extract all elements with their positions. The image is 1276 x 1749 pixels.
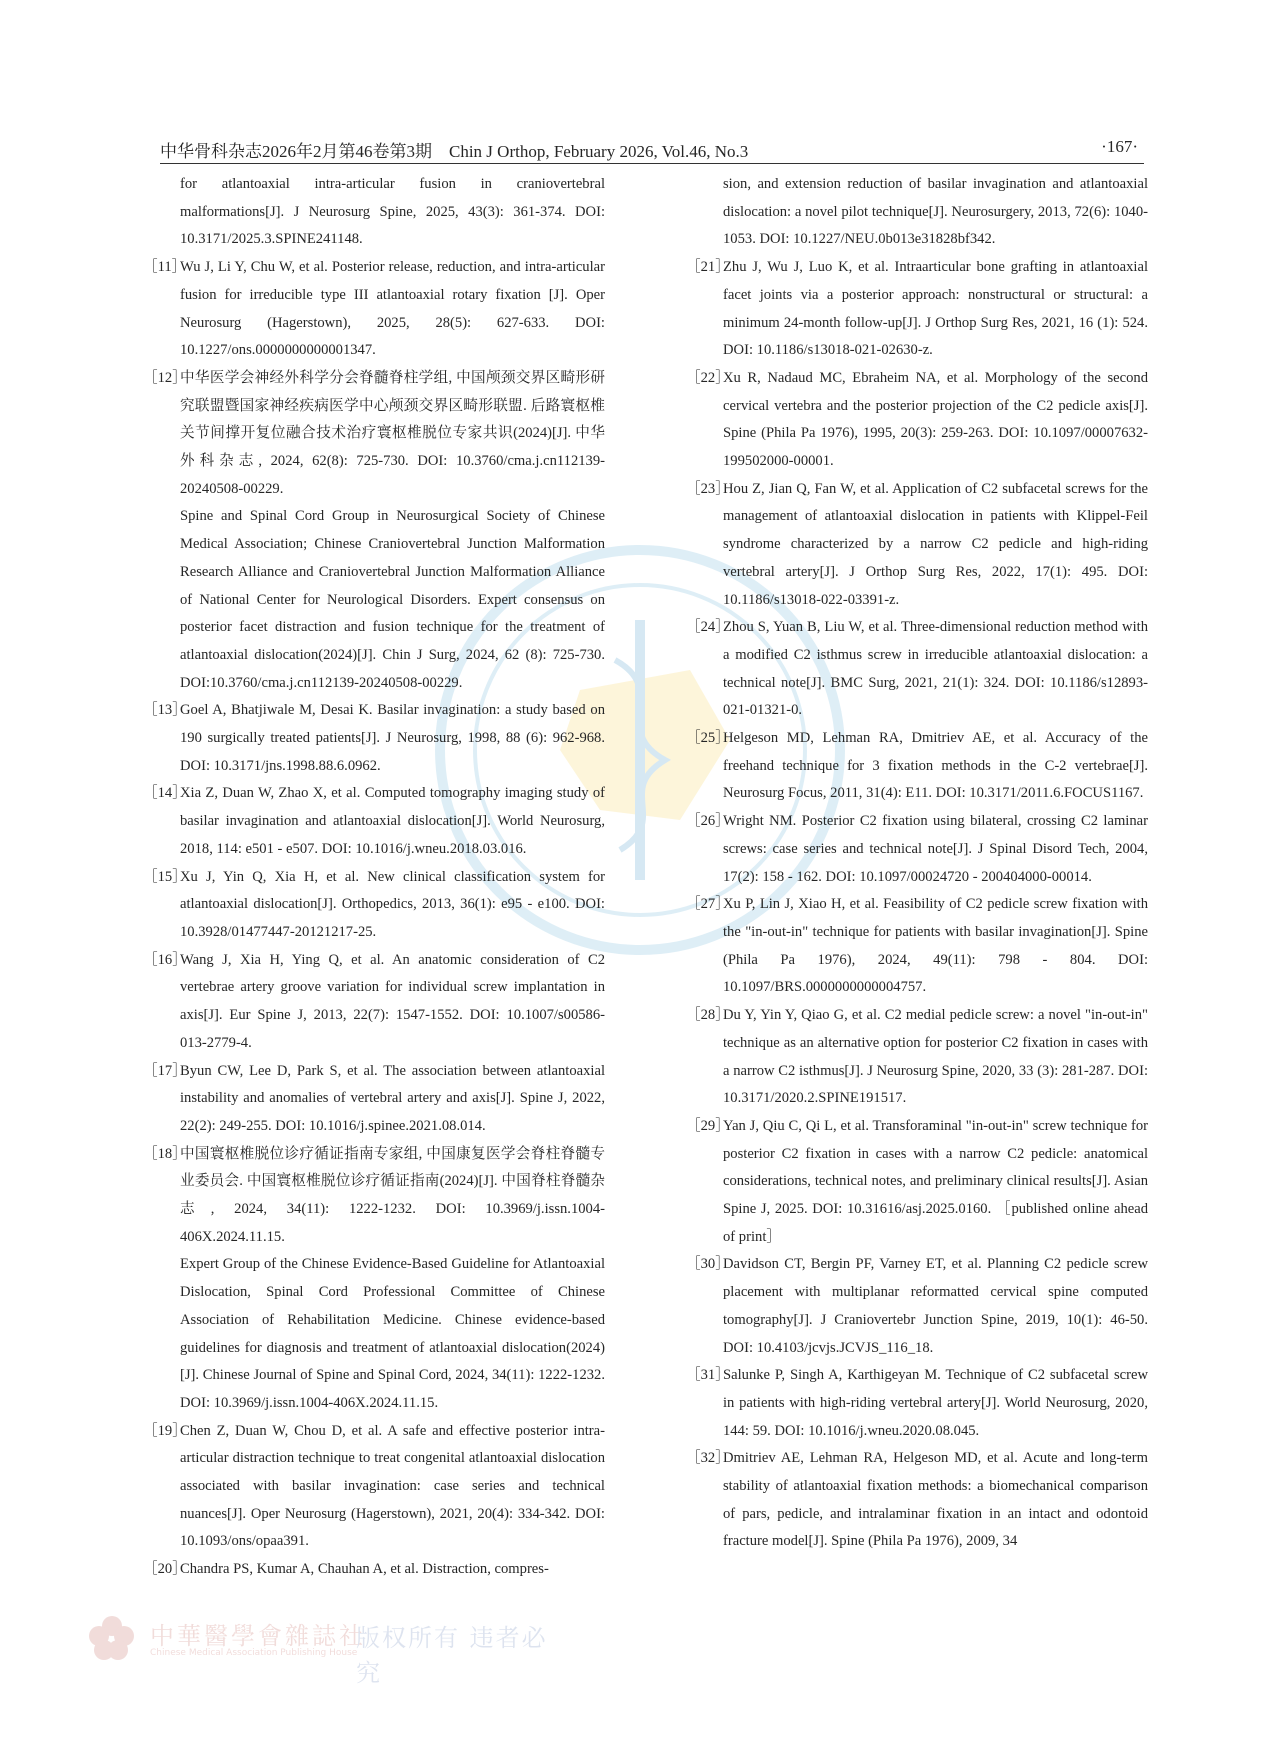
- reference-entry: ［19］ Chen Z, Duan W, Chou D, et al. A safe and effective posterior intra-articular distraction technique to treat congenital atlantoaxial dislocation associated with basilar invagination: case series and technical nuances[J]. Oper Neurosurg (Hagerstown), 2021, 20(4): 334-342. DOI: 10.1093/ons/opaa391.: [143, 1422, 605, 1550]
- publisher-logo: [86, 1612, 566, 1687]
- publisher-name: 中華醫學會雜誌社: [150, 1622, 366, 1650]
- reference-continuation: for atlantoaxial intra-articular fusion in craniovertebral malformations[J]. J Neurosurg Spine, 2025, 43(3): 361-374. DOI: 10.3171/2025.3.SPINE241148.: [180, 176, 605, 248]
- reference-translation: Expert Group of the Chinese Evidence-Based Guideline for Atlantoaxial Dislocation, Spinal Cord Professional Committee of Chinese Association of Rehabilitation Medicine. Chinese evidence-based guidelines for diagnosis and treatment of atlantoaxial dislocation(2024)[J]. Chinese Journal of Spine and Spinal Cord, 2024, 34(11): 1222-1232. DOI: 10.3969/j.issn.1004-406X.2024.11.15.: [180, 1256, 605, 1411]
- publisher-name-en: Chinese Medical Association Publishing House: [150, 1648, 358, 1658]
- flower-emblem-icon: [86, 1612, 138, 1664]
- reference-entry: ［16］ Wang J, Xia H, Ying Q, et al. An anatomic consideration of C2 vertebrae artery groove variation for individual screw implantation in axis[J]. Eur Spine J, 2013, 22(7): 1547-1552. DOI: 10.1007/s00586-013-2779-4.: [143, 951, 605, 1051]
- reference-continuation: sion, and extension reduction of basilar invagination and atlantoaxial dislocation: a novel pilot technique[J]. Neurosurgery, 2013, 72(6): 1040-1053. DOI: 10.1227/NEU.0b013e31828bf342.: [723, 176, 1148, 248]
- reference-entry: ［21］ Zhu J, Wu J, Luo K, et al. Intraarticular bone grafting in atlantoaxial facet joints via a posterior approach: nonstructural or structural: a minimum 24-month follow-up[J]. J Orthop Surg Res, 2021, 16 (1): 524. DOI: 10.1186/s13018-021-02630-z.: [686, 259, 1148, 359]
- reference-entry: ［23］ Hou Z, Jian Q, Fan W, et al. Application of C2 subfacetal screws for the management of atlantoaxial dislocation in patients with Klippel-Feil syndrome characterized by a narrow C2 pedicle and high-riding vertebral artery[J]. J Orthop Surg Res, 2022, 17(1): 495. DOI: 10.1186/s13018-022-03391-z.: [686, 480, 1148, 608]
- reference-entry: ［17］ Byun CW, Lee D, Park S, et al. The association between atlantoaxial instability and anomalies of vertebral artery and axis[J]. Spine J, 2022, 22(2): 249-255. DOI: 10.1016/j.spinee.2021.08.014.: [143, 1062, 605, 1134]
- left-column: [143, 171, 605, 1584]
- reference-entry: ［31］ Salunke P, Singh A, Karthigeyan M. Technique of C2 subfacetal screw in patients with high-riding vertebral artery[J]. World Neurosurg, 2020, 144: 59. DOI: 10.1016/j.wneu.2020.08.045.: [686, 1367, 1148, 1439]
- reference-entry: ［14］ Xia Z, Duan W, Zhao X, et al. Computed tomography imaging study of basilar invagination and atlantoaxial dislocation[J]. World Neurosurg, 2018, 114: e501 - e507. DOI: 10.1016/j.wneu.2018.03.016.: [143, 785, 605, 857]
- reference-entry: ［15］ Xu J, Yin Q, Xia H, et al. New clinical classification system for atlantoaxial dislocation[J]. Orthopedics, 2013, 36(1): e95 - e100. DOI: 10.3928/01477447-20121217-25.: [143, 868, 605, 940]
- reference-entry: ［11］ Wu J, Li Y, Chu W, et al. Posterior release, reduction, and intra-articular fusion for irreducible type III atlantoaxial rotary fixation [J]. Oper Neurosurg (Hagerstown), 2025, 28(5): 627-633. DOI: 10.1227/ons.0000000000001347.: [143, 259, 605, 359]
- reference-entry: ［26］ Wright NM. Posterior C2 fixation using bilateral, crossing C2 laminar screws: case series and technical note[J]. J Spinal Disord Tech, 2004, 17(2): 158 - 162. DOI: 10.1097/00024720 - 200404000-00014.: [686, 813, 1148, 885]
- reference-entry: ［22］ Xu R, Nadaud MC, Ebraheim NA, et al. Morphology of the second cervical vertebra and the posterior projection of the C2 pedicle axis[J]. Spine (Phila Pa 1976), 1995, 20(3): 259-263. DOI: 10.1097/00007632-199502000-00001.: [686, 369, 1148, 470]
- running-header: [160, 137, 1144, 164]
- reference-entry: ［20］ Chandra PS, Kumar A, Chauhan A, et al. Distraction, compres-: [143, 1561, 549, 1578]
- copyright-notice: 版权所有 违者必究: [356, 1624, 548, 1687]
- reference-entry: ［27］ Xu P, Lin J, Xiao H, et al. Feasibility of C2 pedicle screw fixation with the "in-out-in" technique for patients with basilar invagination[J]. Spine (Phila Pa 1976), 2024, 49(11): 798 - 804. DOI: 10.1097/BRS.0000000000004757.: [686, 896, 1148, 996]
- reference-entry: ［18］ 中国寰枢椎脱位诊疗循证指南专家组, 中国康复医学会脊柱脊髓专业委员会. 中国寰枢椎脱位诊疗循证指南(2024)[J]. 中国脊柱脊髓杂志, 2024, 34(11): 1222-1232. DOI: 10.3969/j.issn.1004-406X.2024.11.15.: [143, 1145, 605, 1245]
- reference-entry: ［28］ Du Y, Yin Y, Qiao G, et al. C2 medial pedicle screw: a novel "in-out-in" technique as an alternative option for posterior C2 fixation in cases with a narrow C2 isthmus[J]. J Neurosurg Spine, 2020, 33 (3): 281-287. DOI: 10.3171/2020.2.SPINE191517.: [686, 1007, 1148, 1107]
- right-column: [686, 171, 1148, 1556]
- reference-entry: ［25］ Helgeson MD, Lehman RA, Dmitriev AE, et al. Accuracy of the freehand technique for 3 fixation methods in the C-2 vertebrae[J]. Neurosurg Focus, 2011, 31(4): E11. DOI: 10.3171/2011.6.FOCUS1167.: [686, 730, 1148, 802]
- page-number: ·167·: [1101, 137, 1138, 156]
- reference-entry: ［29］ Yan J, Qiu C, Qi L, et al. Transforaminal "in-out-in" screw technique for posterior C2 fixation in cases with a narrow C2 pedicle: anatomical considerations, technical notes, and preliminary clinical results[J]. Asian Spine J, 2025. DOI: 10.31616/asj.2025.0160. ［published online ahead of print］: [686, 1117, 1148, 1245]
- reference-translation: Spine and Spinal Cord Group in Neurosurgical Society of Chinese Medical Association; Chinese Craniovertebral Junction Malformation Research Alliance and Craniovertebral Junction Malformation Alliance of National Center for Neurological Disorders. Expert consensus on posterior facet distraction and fusion technique for the treatment of atlantoaxial dislocation(2024)[J]. Chin J Surg, 2024, 62 (8): 725-730. DOI:10.3760/cma.j.cn112139-20240508-00229.: [180, 508, 605, 691]
- reference-entry: ［32］ Dmitriev AE, Lehman RA, Helgeson MD, et al. Acute and long-term stability of atlantoaxial fixation methods: a biomechanical comparison of pars, pedicle, and intralaminar fixation in an intact and odontoid fracture model[J]. Spine (Phila Pa 1976), 2009, 34: [686, 1450, 1148, 1550]
- reference-entry: ［30］ Davidson CT, Bergin PF, Varney ET, et al. Planning C2 pedicle screw placement with multiplanar reformatted cervical spine computed tomography[J]. J Craniovertebr Junction Spine, 2019, 10(1): 46-50. DOI: 10.4103/jcvjs.JCVJS_116_18.: [686, 1256, 1148, 1356]
- reference-entry: ［24］ Zhou S, Yuan B, Liu W, et al. Three-dimensional reduction method with a modified C2 isthmus screw in irreducible atlantoaxial dislocation: a technical note[J]. BMC Surg, 2021, 21(1): 324. DOI: 10.1186/s12893-021-01321-0.: [686, 619, 1148, 719]
- reference-entry: ［12］ 中华医学会神经外科学分会脊髓脊柱学组, 中国颅颈交界区畸形研究联盟暨国家神经疾病医学中心颅颈交界区畸形联盟. 后路寰枢椎关节间撑开复位融合技术治疗寰枢椎脱位专家共识(2024)[J]. 中华外科杂志, 2024, 62(8): 725-730. DOI: 10.3760/cma.j.cn112139-20240508-00229.: [143, 369, 605, 497]
- journal-header: 中华骨科杂志2026年2月第46卷第3期 Chin J Orthop, February 2026, Vol.46, No.3: [160, 142, 749, 161]
- reference-entry: ［13］ Goel A, Bhatjiwale M, Desai K. Basilar invagination: a study based on 190 surgically treated patients[J]. J Neurosurg, 1998, 88 (6): 962-968. DOI: 10.3171/jns.1998.88.6.0962.: [143, 702, 605, 774]
